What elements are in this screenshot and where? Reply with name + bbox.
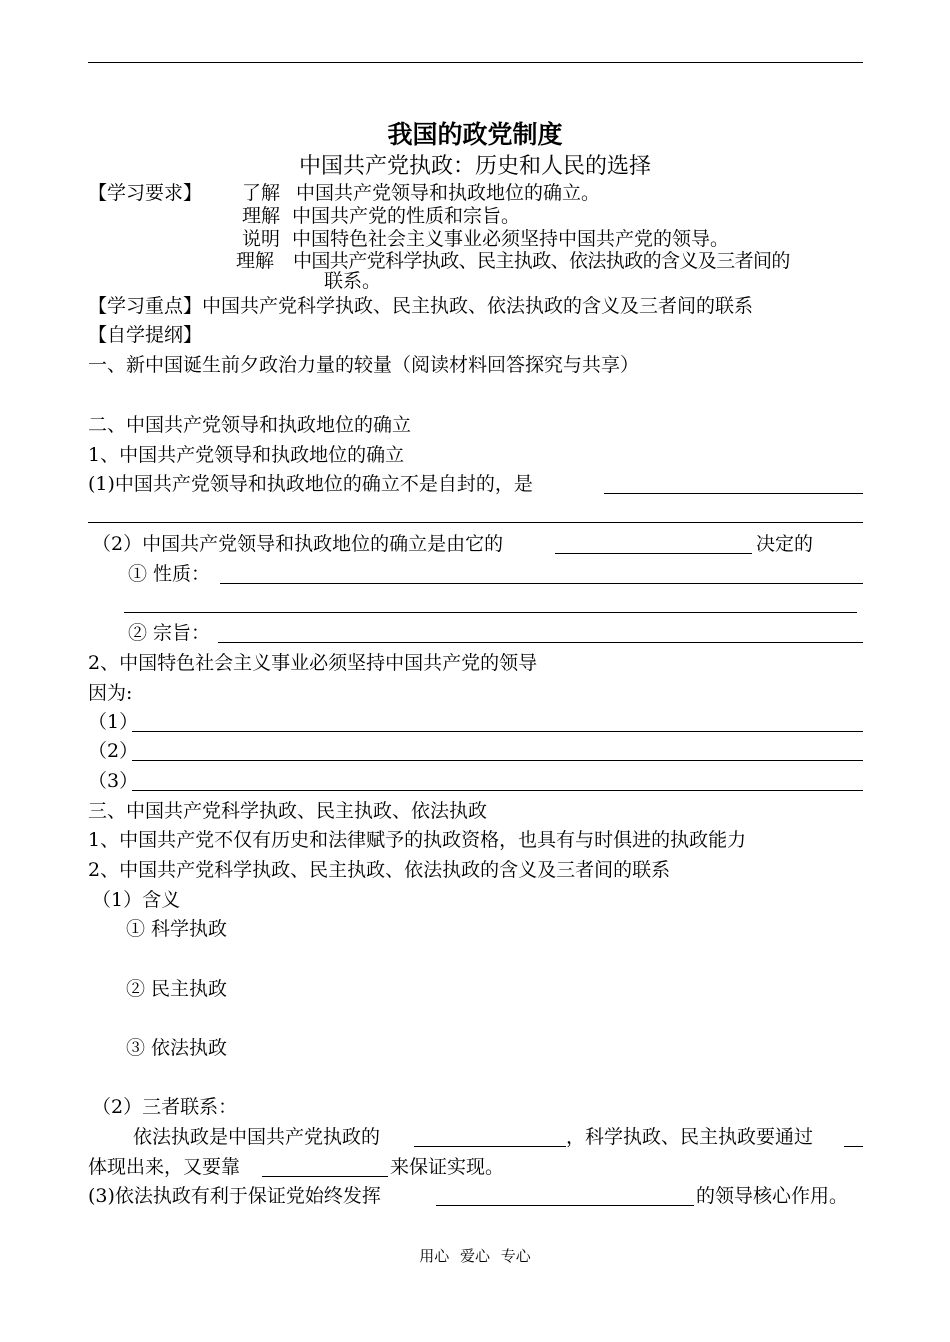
meaning-legal: ③ 依法执政 — [126, 1037, 228, 1059]
answer-blank-reason-1[interactable] — [132, 731, 863, 732]
section-2-sub-2: 2、中国特色社会主义事业必须坚持中国共产党的领导 — [88, 652, 538, 674]
reason-3-label: （3） — [88, 770, 139, 792]
because-label: 因为: — [88, 682, 133, 704]
section-1-heading: 一、新中国诞生前夕政治力量的较量（阅读材料回答探究与共享） — [88, 354, 640, 376]
answer-blank-q1[interactable] — [604, 493, 863, 494]
relation-text-d: 来保证实现。 — [390, 1156, 505, 1178]
relation-label: （2）三者联系： — [92, 1096, 238, 1118]
answer-blank-nature-cont[interactable] — [124, 612, 857, 613]
relation-text-c: 体现出来，又要靠 — [88, 1156, 241, 1178]
requirement-text-3: 中国特色社会主义事业必须坚持中国共产党的领导。 — [292, 228, 730, 250]
purpose-label: ② 宗旨： — [128, 622, 211, 644]
meaning-scientific: ① 科学执政 — [126, 918, 228, 940]
requirement-text-1: 中国共产党领导和执政地位的确立。 — [296, 182, 601, 204]
answer-blank-nature[interactable] — [220, 583, 863, 584]
question-3-text: (3)依法执政有利于保证党始终发挥 — [88, 1185, 381, 1207]
question-2-suffix: 决定的 — [756, 533, 814, 555]
document-title: 我国的政党制度 — [387, 120, 563, 149]
section-2-sub-1: 1、中国共产党领导和执政地位的确立 — [88, 444, 405, 466]
question-2-text: （2）中国共产党领导和执政地位的确立是由它的 — [92, 533, 504, 555]
section-2-heading: 二、中国共产党领导和执政地位的确立 — [88, 414, 412, 436]
nature-label: ① 性质： — [128, 563, 211, 585]
requirement-text-4-cont: 联系。 — [324, 270, 382, 292]
answer-blank-q1-cont[interactable] — [88, 522, 863, 523]
section-3-point-2: 2、中国共产党科学执政、民主执政、依法执政的含义及三者间的联系 — [88, 859, 671, 881]
header-rule — [88, 62, 863, 63]
section-3-heading: 三、中国共产党科学执政、民主执政、依法执政 — [88, 800, 488, 822]
meaning-label: （1）含义 — [92, 889, 181, 911]
answer-blank-relation-3[interactable] — [262, 1176, 388, 1177]
document-subtitle: 中国共产党执政：历史和人民的选择 — [298, 154, 651, 179]
meaning-democratic: ② 民主执政 — [126, 978, 228, 1000]
relation-text-a: 依法执政是中国共产党执政的 — [133, 1126, 381, 1148]
requirement-text-2: 中国共产党的性质和宗旨。 — [292, 205, 521, 227]
reason-2-label: （2） — [88, 740, 139, 762]
requirement-verb-1: 了解 — [242, 182, 281, 204]
requirement-text-4: 中国共产党科学执政、民主执政、依法执政的含义及三者间的 — [293, 250, 790, 272]
answer-blank-relation-2[interactable] — [844, 1146, 863, 1147]
answer-blank-relation-1[interactable] — [414, 1146, 566, 1147]
outline-label: 【自学提纲】 — [88, 324, 203, 346]
key-points: 【学习重点】中国共产党科学执政、民主执政、依法执政的含义及三者间的联系 — [88, 295, 754, 317]
requirement-verb-4: 理解 — [236, 250, 275, 272]
requirement-verb-3: 说明 — [242, 228, 281, 250]
page-footer: 用心 爱心 专心 — [419, 1247, 531, 1265]
question-1-text: (1)中国共产党领导和执政地位的确立不是自封的，是 — [88, 473, 533, 495]
section-3-point-1: 1、中国共产党不仅有历史和法律赋予的执政资格，也具有与时俱进的执政能力 — [88, 829, 747, 851]
question-3-suffix: 的领导核心作用。 — [696, 1185, 849, 1207]
answer-blank-q3[interactable] — [436, 1205, 694, 1206]
reason-1-label: （1） — [88, 711, 139, 733]
answer-blank-q2[interactable] — [555, 553, 752, 554]
requirements-label: 【学习要求】 — [88, 182, 203, 204]
relation-text-b: ，科学执政、民主执政要通过 — [566, 1126, 814, 1148]
answer-blank-purpose[interactable] — [218, 642, 863, 643]
answer-blank-reason-2[interactable] — [132, 760, 863, 761]
requirement-verb-2: 理解 — [242, 205, 281, 227]
answer-blank-reason-3[interactable] — [132, 790, 863, 791]
